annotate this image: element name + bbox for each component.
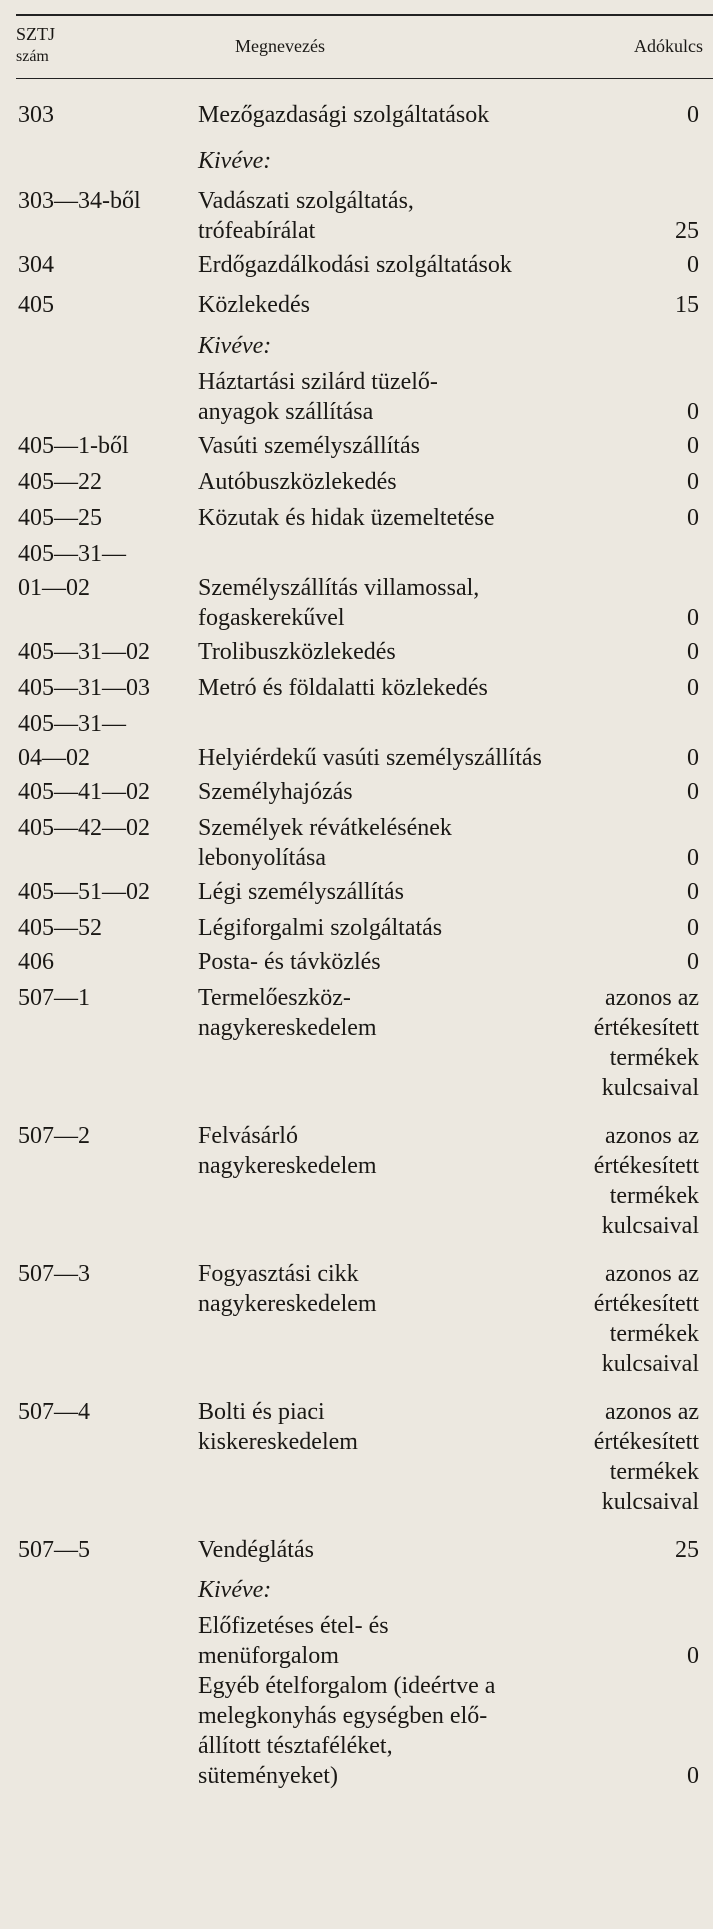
- row-rate: 0: [687, 879, 699, 905]
- row-rate: 0: [687, 469, 699, 495]
- row-code: 406: [18, 949, 54, 975]
- header-rule: [16, 78, 713, 79]
- row-rate: azonos az értékesített termékek kulcsaival: [593, 1399, 699, 1515]
- header-code-label: SZTJ: [16, 24, 56, 44]
- row-rate: 0: [687, 252, 699, 278]
- row-code: 405—51—02: [18, 879, 150, 905]
- row-name: Személyek révátkelésének lebonyolítása: [198, 815, 452, 871]
- row-name: Trolibuszközlekedés: [198, 639, 396, 665]
- row-name: Bolti és piaci kiskereskedelem: [198, 1399, 358, 1455]
- row-name: Közutak és hidak üzemeltetése: [198, 505, 495, 531]
- row-name: Vadászati szolgáltatás, trófeabírálat: [198, 188, 414, 244]
- header-rate-label: Adókulcs: [634, 36, 703, 56]
- row-rate: 15: [675, 292, 699, 318]
- row-name: Személyszállítás villamossal, fogaskerekűvel: [198, 575, 480, 631]
- row-rate: 0: [687, 1643, 699, 1669]
- row-code: 405—42—02: [18, 815, 150, 841]
- row-rate: 0: [687, 845, 699, 871]
- row-name: Mezőgazdasági szolgáltatások: [198, 102, 490, 128]
- row-rate: 0: [687, 433, 699, 459]
- row-name: Személyhajózás: [198, 779, 353, 805]
- row-rate: 0: [687, 639, 699, 665]
- row-code: 304: [18, 252, 54, 278]
- row-rate: azonos az értékesített termékek kulcsaival: [593, 1261, 699, 1377]
- row-code: 405—31—02: [18, 639, 150, 665]
- row-rate: 0: [687, 675, 699, 701]
- row-code: 303—34-ből: [18, 188, 141, 214]
- row-rate: 0: [687, 1763, 699, 1789]
- row-rate: 0: [687, 745, 699, 771]
- row-code: 04—02: [18, 745, 90, 771]
- top-rule: [16, 14, 713, 16]
- row-name: Erdőgazdálkodási szolgáltatások: [198, 252, 512, 278]
- row-rate: azonos az értékesített termékek kulcsaival: [593, 985, 699, 1101]
- row-code: 405—1-ből: [18, 433, 129, 459]
- row-name: Fogyasztási cikk nagykereskedelem: [198, 1261, 377, 1317]
- row-name: Kivéve:: [198, 148, 272, 174]
- row-code: 405: [18, 292, 54, 318]
- row-code: 405—25: [18, 505, 102, 531]
- row-rate: azonos az értékesített termékek kulcsaival: [593, 1123, 699, 1239]
- row-code: 01—02: [18, 575, 90, 601]
- row-rate: 0: [687, 399, 699, 425]
- row-rate: 0: [687, 779, 699, 805]
- row-code: 405—41—02: [18, 779, 150, 805]
- row-name: Vasúti személyszállítás: [198, 433, 420, 459]
- row-name: Metró és földalatti közlekedés: [198, 675, 488, 701]
- row-code: 405—31—: [18, 711, 126, 737]
- row-rate: 0: [687, 102, 699, 128]
- row-name: Autóbuszközlekedés: [198, 469, 397, 495]
- row-name: Vendéglátás: [198, 1537, 314, 1563]
- row-name: Termelőeszköz- nagykereskedelem: [198, 985, 377, 1041]
- row-code: 405—22: [18, 469, 102, 495]
- row-name: Posta- és távközlés: [198, 949, 381, 975]
- row-name: Légiforgalmi szolgáltatás: [198, 915, 443, 941]
- row-code: 405—31—03: [18, 675, 150, 701]
- row-code: 507—1: [18, 985, 90, 1011]
- row-name: Háztartási szilárd tüzelő- anyagok szállítása: [198, 369, 438, 425]
- row-code: 507—4: [18, 1399, 90, 1425]
- row-name: Légi személyszállítás: [198, 879, 404, 905]
- row-rate: 0: [687, 605, 699, 631]
- row-name: Helyiérdekű vasúti személyszállítás: [198, 745, 542, 771]
- row-name: Kivéve:: [198, 333, 272, 359]
- row-code: 405—52: [18, 915, 102, 941]
- row-rate: 25: [675, 218, 699, 244]
- row-rate: 0: [687, 505, 699, 531]
- row-code: 303: [18, 102, 54, 128]
- row-name: Előfizetéses étel- és menüforgalom: [198, 1613, 389, 1669]
- row-code: 405—31—: [18, 541, 126, 567]
- header-code-sublabel: szám: [16, 48, 49, 65]
- row-name: Kivéve:: [198, 1577, 272, 1603]
- row-name: Felvásárló nagykereskedelem: [198, 1123, 377, 1179]
- row-code: 507—5: [18, 1537, 90, 1563]
- row-rate: 0: [687, 949, 699, 975]
- row-rate: 0: [687, 915, 699, 941]
- header-name-label: Megnevezés: [235, 36, 325, 56]
- row-code: 507—2: [18, 1123, 90, 1149]
- row-name: Egyéb ételforgalom (ideértve a melegkonyhás egységben elő- állított tésztaféléket, süteményeket): [198, 1673, 496, 1789]
- row-code: 507—3: [18, 1261, 90, 1287]
- row-name: Közlekedés: [198, 292, 310, 318]
- row-rate: 25: [675, 1537, 699, 1563]
